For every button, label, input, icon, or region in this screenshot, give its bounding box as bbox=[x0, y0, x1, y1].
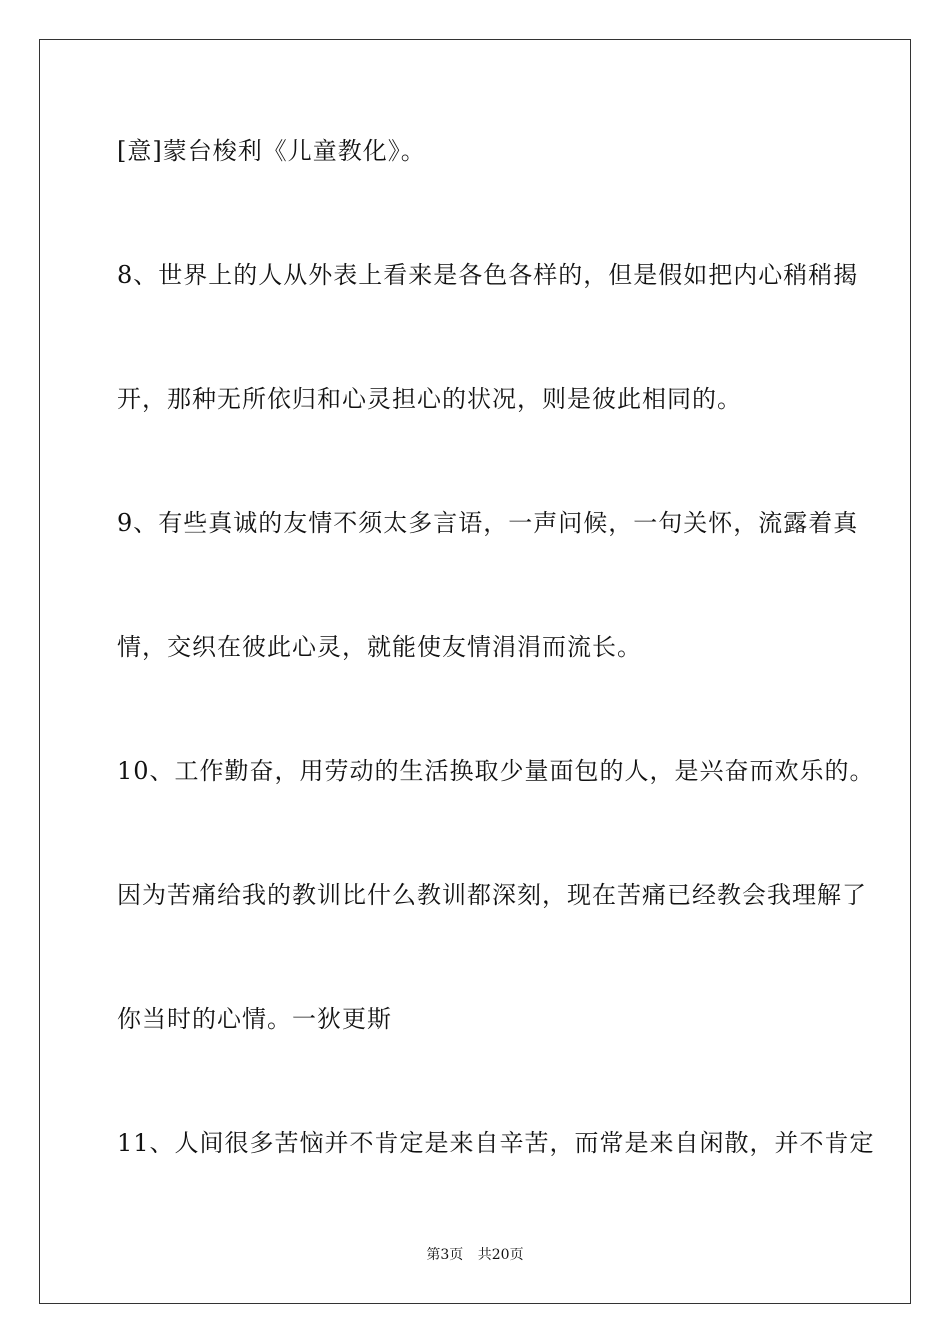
page-number: 第3页 bbox=[426, 1247, 464, 1263]
text-line: 因为苦痛给我的教训比什么教训都深刻，现在苦痛已经教会我理解了 bbox=[117, 881, 867, 909]
text-line: 开，那种无所依归和心灵担心的状况，则是彼此相同的。 bbox=[117, 385, 742, 413]
text-line: 9、有些真诚的友情不须太多言语，一声问候，一句关怀，流露着真 bbox=[117, 509, 859, 537]
page-border bbox=[39, 39, 911, 1304]
text-line: 你当时的心情。一狄更斯 bbox=[117, 1005, 392, 1033]
page-total: 共20页 bbox=[477, 1247, 524, 1263]
text-line: 8、世界上的人从外表上看来是各色各样的，但是假如把内心稍稍揭 bbox=[117, 261, 859, 289]
text-line: [意]蒙台梭利《儿童教化》。 bbox=[117, 137, 426, 165]
page-footer bbox=[0, 1246, 950, 1264]
text-line: 情，交织在彼此心灵，就能使友情涓涓而流长。 bbox=[117, 633, 642, 661]
text-line: 11、人间很多苦恼并不肯定是来自辛苦，而常是来自闲散，并不肯定 bbox=[117, 1129, 875, 1157]
text-line: 10、工作勤奋，用劳动的生活换取少量面包的人，是兴奋而欢乐的。 bbox=[117, 757, 875, 785]
